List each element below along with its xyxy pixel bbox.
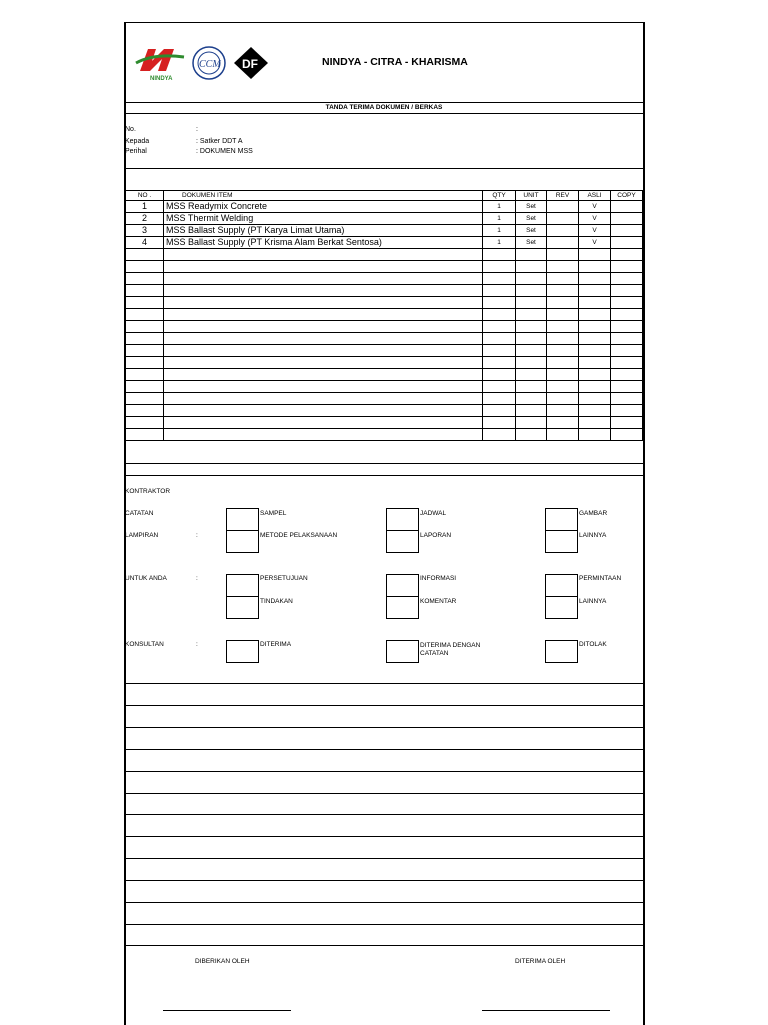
cell-asli: V (579, 237, 611, 249)
empty-cell (547, 405, 579, 417)
divider (124, 102, 643, 103)
empty-cell (516, 261, 547, 273)
checkbox-laporan[interactable] (386, 530, 419, 553)
empty-cell (611, 429, 643, 441)
col-header-rev: REV (547, 191, 579, 201)
empty-cell (126, 405, 164, 417)
empty-cell (126, 333, 164, 345)
empty-cell (611, 333, 643, 345)
cell-rev (547, 201, 579, 213)
notes-line (124, 793, 643, 794)
untuk-anda-title: UNTUK ANDA (125, 575, 167, 582)
empty-cell (579, 249, 611, 261)
cell-qty: 1 (483, 225, 516, 237)
empty-cell (164, 297, 483, 309)
empty-cell (547, 321, 579, 333)
checkbox-gambar[interactable] (545, 508, 578, 531)
col-header-item: DOKUMEN ITEM (164, 191, 483, 201)
empty-cell (516, 297, 547, 309)
empty-cell (547, 249, 579, 261)
option-ditolak-label: DITOLAK (579, 641, 607, 648)
empty-cell (547, 381, 579, 393)
table-row-empty (126, 417, 643, 429)
notes-line (124, 705, 643, 706)
document-items-table (125, 190, 643, 441)
empty-cell (164, 309, 483, 321)
table-row-empty (126, 273, 643, 285)
cell-qty: 1 (483, 237, 516, 249)
empty-cell (126, 249, 164, 261)
checkbox-lainnya-1[interactable] (545, 530, 578, 553)
table-row-empty (126, 333, 643, 345)
cell-asli: V (579, 201, 611, 213)
table-row-empty (126, 405, 643, 417)
table-row (126, 201, 643, 213)
checkbox-informasi[interactable] (386, 574, 419, 597)
table-row-empty (126, 297, 643, 309)
received-by-label: DITERIMA OLEH (515, 958, 566, 965)
empty-cell (483, 249, 516, 261)
cell-no: 3 (126, 225, 164, 237)
empty-cell (126, 345, 164, 357)
option-informasi-label: INFORMASI (420, 575, 457, 582)
empty-cell (483, 309, 516, 321)
table-row-empty (126, 381, 643, 393)
divider (124, 463, 643, 464)
empty-cell (483, 393, 516, 405)
col-header-copy: COPY (611, 191, 643, 201)
empty-cell (579, 297, 611, 309)
empty-cell (164, 429, 483, 441)
empty-cell (547, 285, 579, 297)
empty-cell (516, 369, 547, 381)
cell-unit: Set (516, 225, 547, 237)
empty-cell (516, 357, 547, 369)
notes-line (124, 727, 643, 728)
empty-cell (579, 321, 611, 333)
notes-line (124, 836, 643, 837)
option-jadwal-label: JADWAL (420, 510, 447, 517)
empty-cell (483, 345, 516, 357)
checkbox-lainnya-2[interactable] (545, 596, 578, 619)
empty-cell (547, 369, 579, 381)
col-header-unit: UNIT (516, 191, 547, 201)
lampiran-label: LAMPIRAN (125, 532, 159, 539)
empty-cell (611, 261, 643, 273)
table-row-empty (126, 285, 643, 297)
empty-cell (164, 321, 483, 333)
info-perihal-value: : DOKUMEN MSS (196, 148, 253, 155)
cell-rev (547, 225, 579, 237)
kontraktor-title: KONTRAKTOR (125, 488, 171, 495)
empty-cell (547, 417, 579, 429)
empty-cell (547, 297, 579, 309)
cell-unit: Set (516, 237, 547, 249)
empty-cell (611, 273, 643, 285)
notes-line (124, 683, 643, 684)
cell-no: 4 (126, 237, 164, 249)
empty-cell (611, 345, 643, 357)
empty-cell (164, 249, 483, 261)
document-title: TANDA TERIMA DOKUMEN / BERKAS (325, 104, 443, 111)
cell-unit: Set (516, 213, 547, 225)
cell-rev (547, 213, 579, 225)
empty-cell (516, 321, 547, 333)
checkbox-ditolak[interactable] (545, 640, 578, 663)
option-gambar-label: GAMBAR (579, 510, 608, 517)
checkbox-diterima[interactable] (226, 640, 259, 663)
empty-cell (611, 297, 643, 309)
cell-no: 1 (126, 201, 164, 213)
untuk-anda-colon: : (196, 575, 198, 582)
table-row-empty (126, 357, 643, 369)
empty-cell (547, 273, 579, 285)
df-logo-text: DF (242, 57, 258, 71)
empty-cell (126, 261, 164, 273)
checkbox-persetujuan[interactable] (226, 574, 259, 597)
checkbox-metode-pelaksanaan[interactable] (226, 530, 259, 553)
nindya-logo-icon (134, 45, 186, 83)
empty-cell (516, 273, 547, 285)
info-no-value: : (196, 126, 198, 133)
table-row-empty (126, 309, 643, 321)
empty-cell (547, 345, 579, 357)
empty-cell (547, 429, 579, 441)
empty-cell (611, 321, 643, 333)
empty-cell (579, 333, 611, 345)
checkbox-tindakan[interactable] (226, 596, 259, 619)
empty-cell (483, 381, 516, 393)
empty-cell (579, 417, 611, 429)
table-row (126, 225, 643, 237)
given-by-signature-line (163, 1010, 291, 1011)
notes-line (124, 749, 643, 750)
empty-cell (547, 357, 579, 369)
notes-line (124, 814, 643, 815)
empty-cell (164, 417, 483, 429)
checkbox-sampel[interactable] (226, 508, 259, 531)
table-row-empty (126, 321, 643, 333)
option-persetujuan-label: PERSETUJUAN (260, 575, 308, 582)
table-row-empty (126, 249, 643, 261)
empty-cell (126, 417, 164, 429)
empty-cell (516, 417, 547, 429)
empty-cell (164, 273, 483, 285)
divider (124, 113, 643, 114)
empty-cell (126, 393, 164, 405)
empty-cell (516, 309, 547, 321)
nindya-logo-text: NINDYA (150, 76, 173, 82)
empty-cell (579, 429, 611, 441)
empty-cell (611, 309, 643, 321)
option-sampel-label: SAMPEL (260, 510, 287, 517)
empty-cell (579, 309, 611, 321)
empty-cell (547, 261, 579, 273)
notes-line (124, 924, 643, 925)
empty-cell (483, 369, 516, 381)
info-kepada-label: Kepada (125, 138, 150, 145)
notes-line (124, 902, 643, 903)
table-row-empty (126, 345, 643, 357)
empty-cell (126, 381, 164, 393)
option-diterima-catatan-label: DITERIMA DENGAN CATATAN (420, 642, 481, 657)
empty-cell (164, 405, 483, 417)
empty-cell (126, 273, 164, 285)
cell-no: 2 (126, 213, 164, 225)
col-header-no: NO . (126, 191, 164, 201)
empty-cell (579, 273, 611, 285)
cell-unit: Set (516, 201, 547, 213)
empty-cell (579, 345, 611, 357)
notes-line (124, 771, 643, 772)
empty-cell (547, 393, 579, 405)
empty-cell (516, 285, 547, 297)
konsultan-colon: : (196, 641, 198, 648)
empty-cell (611, 249, 643, 261)
cell-copy (611, 201, 643, 213)
empty-cell (483, 405, 516, 417)
col-header-qty: QTY (483, 191, 516, 201)
lampiran-colon: : (196, 532, 198, 539)
empty-cell (126, 321, 164, 333)
table-header-row (126, 191, 643, 201)
info-perihal-label: Perihal (125, 148, 147, 155)
empty-cell (547, 333, 579, 345)
ccm-logo-icon (190, 45, 228, 81)
table-row-empty (126, 261, 643, 273)
cell-copy (611, 237, 643, 249)
table-row (126, 213, 643, 225)
empty-cell (611, 381, 643, 393)
option-lainnya-label-2: LAINNYA (579, 598, 607, 605)
empty-cell (611, 357, 643, 369)
empty-cell (164, 285, 483, 297)
empty-cell (516, 345, 547, 357)
option-metode-label: METODE PELAKSANAAN (260, 532, 338, 539)
empty-cell (516, 393, 547, 405)
option-laporan-label: LAPORAN (420, 532, 452, 539)
empty-cell (579, 369, 611, 381)
option-tindakan-label: TINDAKAN (260, 598, 293, 605)
table-row-empty (126, 429, 643, 441)
catatan-label: CATATAN (125, 510, 154, 517)
cell-copy (611, 213, 643, 225)
empty-cell (164, 393, 483, 405)
empty-cell (516, 249, 547, 261)
table-row (126, 237, 643, 249)
empty-cell (579, 285, 611, 297)
empty-cell (516, 381, 547, 393)
empty-cell (126, 357, 164, 369)
checkbox-jadwal[interactable] (386, 508, 419, 531)
option-diterima-label: DITERIMA (260, 641, 292, 648)
empty-cell (579, 261, 611, 273)
empty-cell (579, 357, 611, 369)
info-no-label: No. (125, 126, 136, 133)
checkbox-diterima-dengan-catatan[interactable] (386, 640, 419, 663)
empty-cell (483, 261, 516, 273)
divider (124, 475, 643, 476)
received-by-signature-line (482, 1010, 610, 1011)
empty-cell (579, 381, 611, 393)
empty-cell (483, 333, 516, 345)
empty-cell (579, 405, 611, 417)
empty-cell (483, 297, 516, 309)
empty-cell (164, 357, 483, 369)
company-name: NINDYA - CITRA - KHARISMA (322, 56, 468, 68)
cell-asli: V (579, 225, 611, 237)
checkbox-permintaan[interactable] (545, 574, 578, 597)
empty-cell (611, 417, 643, 429)
empty-cell (611, 285, 643, 297)
empty-cell (516, 429, 547, 441)
empty-cell (126, 429, 164, 441)
empty-cell (126, 297, 164, 309)
option-lainnya-label-1: LAINNYA (579, 532, 607, 539)
info-kepada-value: : Satker DDT A (196, 138, 243, 145)
empty-cell (164, 345, 483, 357)
divider (124, 168, 643, 169)
empty-cell (547, 309, 579, 321)
empty-cell (516, 333, 547, 345)
cell-item: MSS Readymix Concrete (164, 201, 483, 213)
empty-cell (483, 273, 516, 285)
col-header-asli: ASLI (579, 191, 611, 201)
cell-item: MSS Thermit Welding (164, 213, 483, 225)
notes-line (124, 945, 643, 946)
empty-cell (483, 417, 516, 429)
cell-asli: V (579, 213, 611, 225)
df-logo-icon (232, 45, 270, 81)
empty-cell (483, 285, 516, 297)
option-komentar-label: KOMENTAR (420, 598, 457, 605)
option-permintaan-label: PERMINTAAN (579, 575, 622, 582)
table-row-empty (126, 369, 643, 381)
empty-cell (611, 369, 643, 381)
empty-cell (611, 393, 643, 405)
empty-cell (483, 429, 516, 441)
empty-cell (164, 261, 483, 273)
empty-cell (483, 321, 516, 333)
table-row-empty (126, 393, 643, 405)
cell-item: MSS Ballast Supply (PT Karya Limat Utama) (164, 225, 483, 237)
empty-cell (516, 405, 547, 417)
checkbox-komentar[interactable] (386, 596, 419, 619)
empty-cell (126, 369, 164, 381)
empty-cell (126, 285, 164, 297)
notes-line (124, 858, 643, 859)
empty-cell (126, 309, 164, 321)
empty-cell (611, 405, 643, 417)
empty-cell (579, 393, 611, 405)
konsultan-title: KONSULTAN (125, 641, 164, 648)
notes-line (124, 880, 643, 881)
empty-cell (164, 381, 483, 393)
empty-cell (483, 357, 516, 369)
cell-qty: 1 (483, 213, 516, 225)
given-by-label: DIBERIKAN OLEH (195, 958, 250, 965)
empty-cell (164, 333, 483, 345)
cell-qty: 1 (483, 201, 516, 213)
cell-copy (611, 225, 643, 237)
cell-rev (547, 237, 579, 249)
ccm-logo-text: CCM (199, 59, 221, 70)
empty-cell (164, 369, 483, 381)
cell-item: MSS Ballast Supply (PT Krisma Alam Berkat Sentosa) (164, 237, 483, 249)
